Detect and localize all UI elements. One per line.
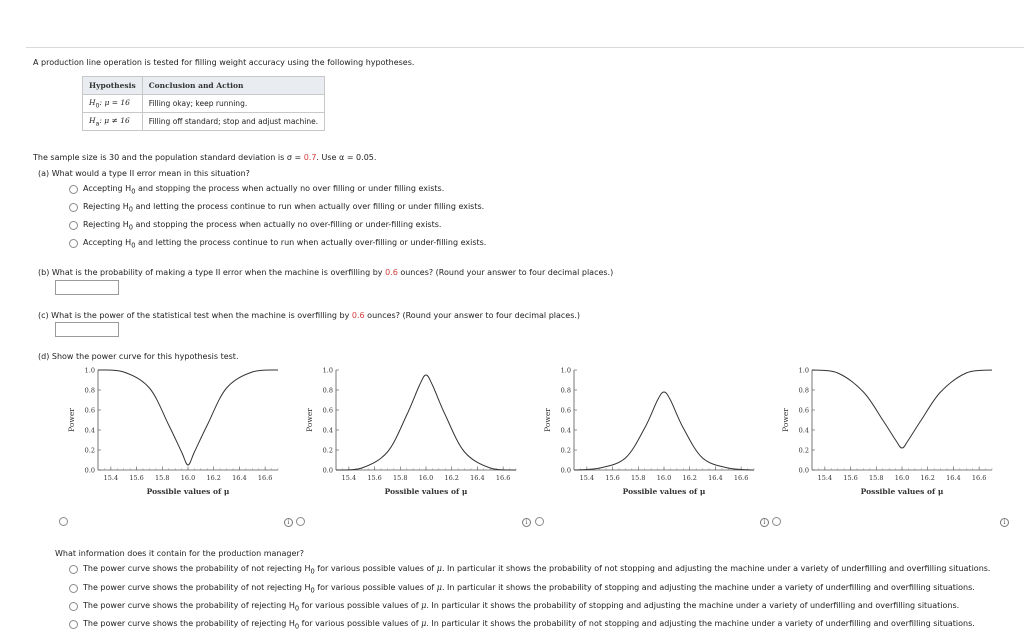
y-tick-label: 0.4 [322, 426, 333, 435]
question-a-option-2[interactable]: Rejecting $H_0$ and letting the process continue to run when actually over filling or under filling exists. [69, 202, 484, 214]
x-tick-label: 15.8 [631, 474, 646, 482]
hypothesis-alt: $H_a$: μ ≠ 16 [83, 113, 143, 131]
table-header-hypothesis: Hypothesis [83, 77, 143, 95]
x-tick-label: 16.2 [682, 474, 697, 482]
x-tick-label: 15.6 [367, 474, 382, 482]
y-tick-label: 0.6 [84, 406, 95, 415]
x-tick-label: 15.8 [393, 474, 408, 482]
y-tick-label: 0.2 [322, 446, 333, 455]
question-a-option-1[interactable]: Accepting $H_0$ and stopping the process when actually no over filling or under filling exists. [69, 184, 444, 196]
x-tick-label: 15.6 [129, 474, 144, 482]
power-curve-chart-4 [774, 362, 1014, 522]
y-axis-label: Power [305, 408, 314, 432]
question-b-prompt: (b) What is the probability of making a type II error when the machine is overfilling by 0.6 ounces? (Round your answer to four decimal places.) [38, 268, 614, 277]
x-tick-label: 16.6 [733, 474, 749, 482]
x-tick-label: 15.4 [817, 474, 833, 482]
y-tick-label: 0.2 [560, 446, 571, 455]
radio-button[interactable] [69, 584, 78, 593]
action-alt: Filling off standard; stop and adjust machine. [142, 113, 324, 131]
y-tick-label: 0.4 [798, 426, 809, 435]
x-tick-label: 15.8 [869, 474, 884, 482]
x-axis-label: Possible values of μ [622, 487, 706, 496]
y-tick-label: 0.8 [798, 386, 809, 395]
y-tick-label: 0.0 [798, 466, 809, 475]
radio-button[interactable] [69, 185, 78, 194]
y-tick-label: 0.8 [84, 386, 95, 395]
y-axis-label: Power [543, 408, 552, 432]
power-curve-line [336, 375, 516, 470]
hypothesis-null: $H_0$: μ = 16 [83, 95, 143, 113]
y-tick-label: 0.4 [84, 426, 95, 435]
power-curve-chart-1 [60, 362, 300, 522]
question-a-option-3[interactable]: Rejecting $H_0$ and stopping the process when actually no over-filling or under-filling exists. [69, 220, 441, 232]
power-curve-line [98, 370, 278, 465]
power-curve-line [812, 370, 992, 448]
sample-info: The sample size is 30 and the population standard deviation is σ = 0.7. Use α = 0.05. [33, 153, 377, 162]
x-axis-label: Possible values of μ [860, 487, 944, 496]
question-e-option-2[interactable]: The power curve shows the probability of not rejecting $H_0$ for various possible values of μ. In particular it shows the probability of stopping and adjusting the machine under a variety of underfilling and overfilling situations. [69, 583, 975, 595]
question-c-prompt: (c) What is the power of the statistical test when the machine is overfilling by 0.6 ounces? (Round your answer to four decimal places.) [38, 311, 581, 320]
power-curve-chart-3 [536, 362, 776, 522]
sigma-value: 0.7 [303, 153, 317, 162]
y-tick-label: 0.6 [560, 406, 571, 415]
x-tick-label: 16.2 [206, 474, 221, 482]
x-tick-label: 16.4 [946, 474, 961, 482]
question-e-option-1[interactable]: The power curve shows the probability of not rejecting $H_0$ for various possible values of μ. In particular it shows the probability of not stopping and adjusting the machine under a variety of underfilling and overfilling situations. [69, 564, 990, 576]
y-tick-label: 1.0 [560, 366, 571, 375]
info-icon[interactable]: i [760, 518, 769, 527]
question-e-option-3[interactable]: The power curve shows the probability of rejecting $H_0$ for various possible values of μ. In particular it shows the probability of stopping and adjusting the machine under a variety of underfilling and overfilling situations. [69, 601, 959, 613]
x-tick-label: 16.0 [418, 474, 434, 482]
x-axis-label: Possible values of μ [384, 487, 468, 496]
graph-option-1-radio[interactable] [59, 517, 68, 526]
table-row [83, 113, 325, 131]
table-header-conclusion: Conclusion and Action [142, 77, 324, 95]
question-d-prompt: (d) Show the power curve for this hypothesis test. [38, 352, 239, 361]
x-tick-label: 15.6 [605, 474, 620, 482]
x-tick-label: 16.0 [180, 474, 196, 482]
x-tick-label: 15.8 [155, 474, 170, 482]
x-tick-label: 16.2 [920, 474, 935, 482]
x-tick-label: 15.4 [103, 474, 119, 482]
info-icon[interactable]: i [522, 518, 531, 527]
x-tick-label: 16.0 [894, 474, 910, 482]
power-curve-chart-2 [298, 362, 538, 522]
question-e-prompt: What information does it contain for the production manager? [55, 549, 304, 558]
question-b-answer-input[interactable] [55, 280, 119, 295]
y-tick-label: 0.6 [798, 406, 809, 415]
x-tick-label: 15.4 [341, 474, 357, 482]
y-axis-label: Power [781, 408, 790, 432]
y-tick-label: 0.8 [560, 386, 571, 395]
x-tick-label: 16.0 [656, 474, 672, 482]
x-tick-label: 15.4 [579, 474, 595, 482]
x-tick-label: 16.6 [971, 474, 987, 482]
question-e-option-4[interactable]: The power curve shows the probability of rejecting $H_0$ for various possible values of μ. In particular it shows the probability of not stopping and adjusting the machine under a variety of underfilling and overfilling situations. [69, 619, 975, 631]
y-tick-label: 1.0 [322, 366, 333, 375]
top-divider [26, 47, 1024, 48]
y-tick-label: 0.2 [84, 446, 95, 455]
info-icon[interactable]: i [284, 518, 293, 527]
radio-button[interactable] [69, 602, 78, 611]
radio-button[interactable] [69, 221, 78, 230]
x-tick-label: 16.2 [444, 474, 459, 482]
y-tick-label: 1.0 [84, 366, 95, 375]
y-tick-label: 0.6 [322, 406, 333, 415]
x-axis-label: Possible values of μ [146, 487, 230, 496]
action-null: Filling okay; keep running. [142, 95, 324, 113]
info-icon[interactable]: i [1000, 518, 1009, 527]
radio-button[interactable] [69, 565, 78, 574]
y-axis-label: Power [67, 408, 76, 432]
y-tick-label: 0.0 [560, 466, 571, 475]
question-a-option-4[interactable]: Accepting $H_0$ and letting the process continue to run when actually over-filling or under-filling exists. [69, 238, 486, 250]
x-tick-label: 16.4 [232, 474, 247, 482]
x-tick-label: 16.4 [470, 474, 485, 482]
question-c-answer-input[interactable] [55, 322, 119, 337]
power-curve-line [574, 392, 754, 470]
hypothesis-table [82, 76, 325, 131]
intro-text: A production line operation is tested for filling weight accuracy using the following hypotheses. [33, 58, 415, 67]
question-a-prompt: (a) What would a type II error mean in this situation? [38, 169, 250, 178]
radio-button[interactable] [69, 620, 78, 629]
radio-button[interactable] [69, 203, 78, 212]
graph-option-3-radio[interactable] [535, 517, 544, 526]
y-tick-label: 0.8 [322, 386, 333, 395]
y-tick-label: 1.0 [798, 366, 809, 375]
y-tick-label: 0.2 [798, 446, 809, 455]
table-row [83, 95, 325, 113]
graph-option-4-radio[interactable] [772, 517, 781, 526]
y-tick-label: 0.0 [322, 466, 333, 475]
y-tick-label: 0.0 [84, 466, 95, 475]
y-tick-label: 0.4 [560, 426, 571, 435]
radio-button[interactable] [69, 239, 78, 248]
x-tick-label: 16.6 [495, 474, 511, 482]
x-tick-label: 15.6 [843, 474, 858, 482]
graph-option-2-radio[interactable] [296, 517, 305, 526]
x-tick-label: 16.4 [708, 474, 723, 482]
x-tick-label: 16.6 [257, 474, 273, 482]
